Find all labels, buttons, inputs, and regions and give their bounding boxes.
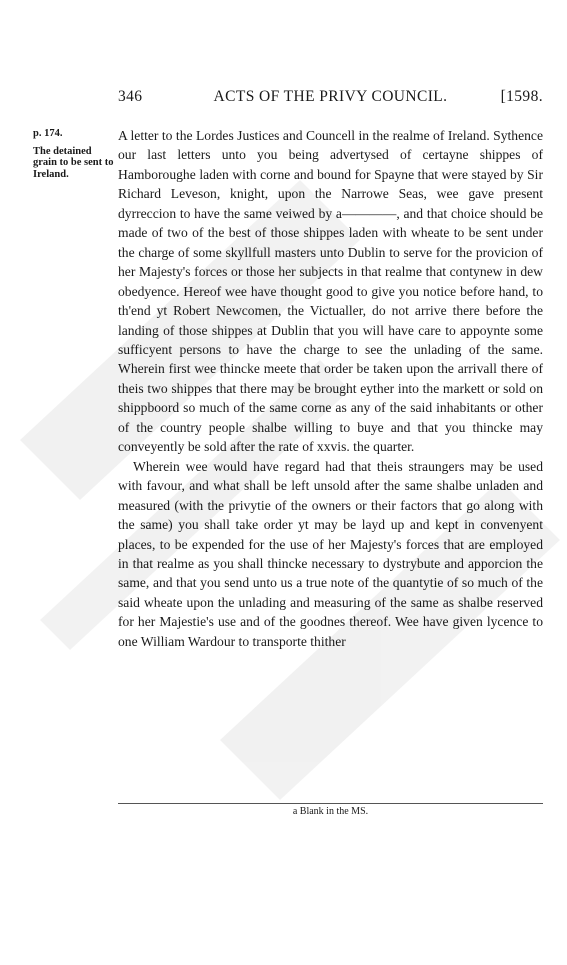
year-marker: [1598. [500,88,543,105]
footnote-divider [118,803,543,804]
margin-notes [33,128,115,180]
margin-note: The detained grain to be sent to Ireland. [33,145,114,180]
paragraph-2: Wherein wee would have regard had that theis straungers may be used with favour, and what shall be left unsold after the same shalbe unladen and measured (with the privytie of the owners or their factors that go along with the same) you shall take order yt may be layd up and kept in convenyent places, to be expended for the use of her Majesty's forces that are employed in that realme as you shall thincke necessary to dystrybute and apporcion the same, and that you send unto us a true note of the quantytie of so much of the said wheate upon the unlading and measuring of the same as shalbe reserved for her Majestie's use and of the goodnes thereof. Wee have given lycence to one William Wardour to transporte thither [118,458,543,649]
paragraph-1: A letter to the Lordes Justices and Councell in the realme of Ireland. Sythence our last letters unto you being advertysed of certayne shippes of Hamboroughe laden with corne and bound for Spayne that were stayed by Sir Richard Leveson, knight, upon the Narrowe Seas, wee gave present dyrreccion to have the same veiwed by a————, and that choice should be made of two of the best of those shippes laden with wheate to be sent under the charge of some skyllfull masters unto Dublin to serve for the provicion of her Majesty's forces or those her subjects in that realme that contynew in dew obedyence. Hereof wee have thought good to give you notice before hand, to th'end yt Robert Newcomen, the Victualler, do not arrive there before the landing of those shippes at Dublin that you will have care to appoynte some sufficyent persons to have the charge to see the unlading of the same. Wherein first wee thincke meete that order be taken upon the arrivall there of theis two shippes that there may be brought eyther into the markett or sold on shippboord so much of the same corne as any of the said inhabitants or other of the country people shalbe willing to buye and that you thincke may conveyently be sold after the rate of xxvis. the quarter. [118,128,543,455]
margin-page-reference: p. 174. [33,128,63,139]
footnote: a Blank in the MS. [292,806,369,817]
page-number: 346 [118,88,143,105]
running-title: ACTS OF THE PRIVY COUNCIL. [213,88,448,105]
running-header [118,88,543,110]
body-text [118,126,543,651]
